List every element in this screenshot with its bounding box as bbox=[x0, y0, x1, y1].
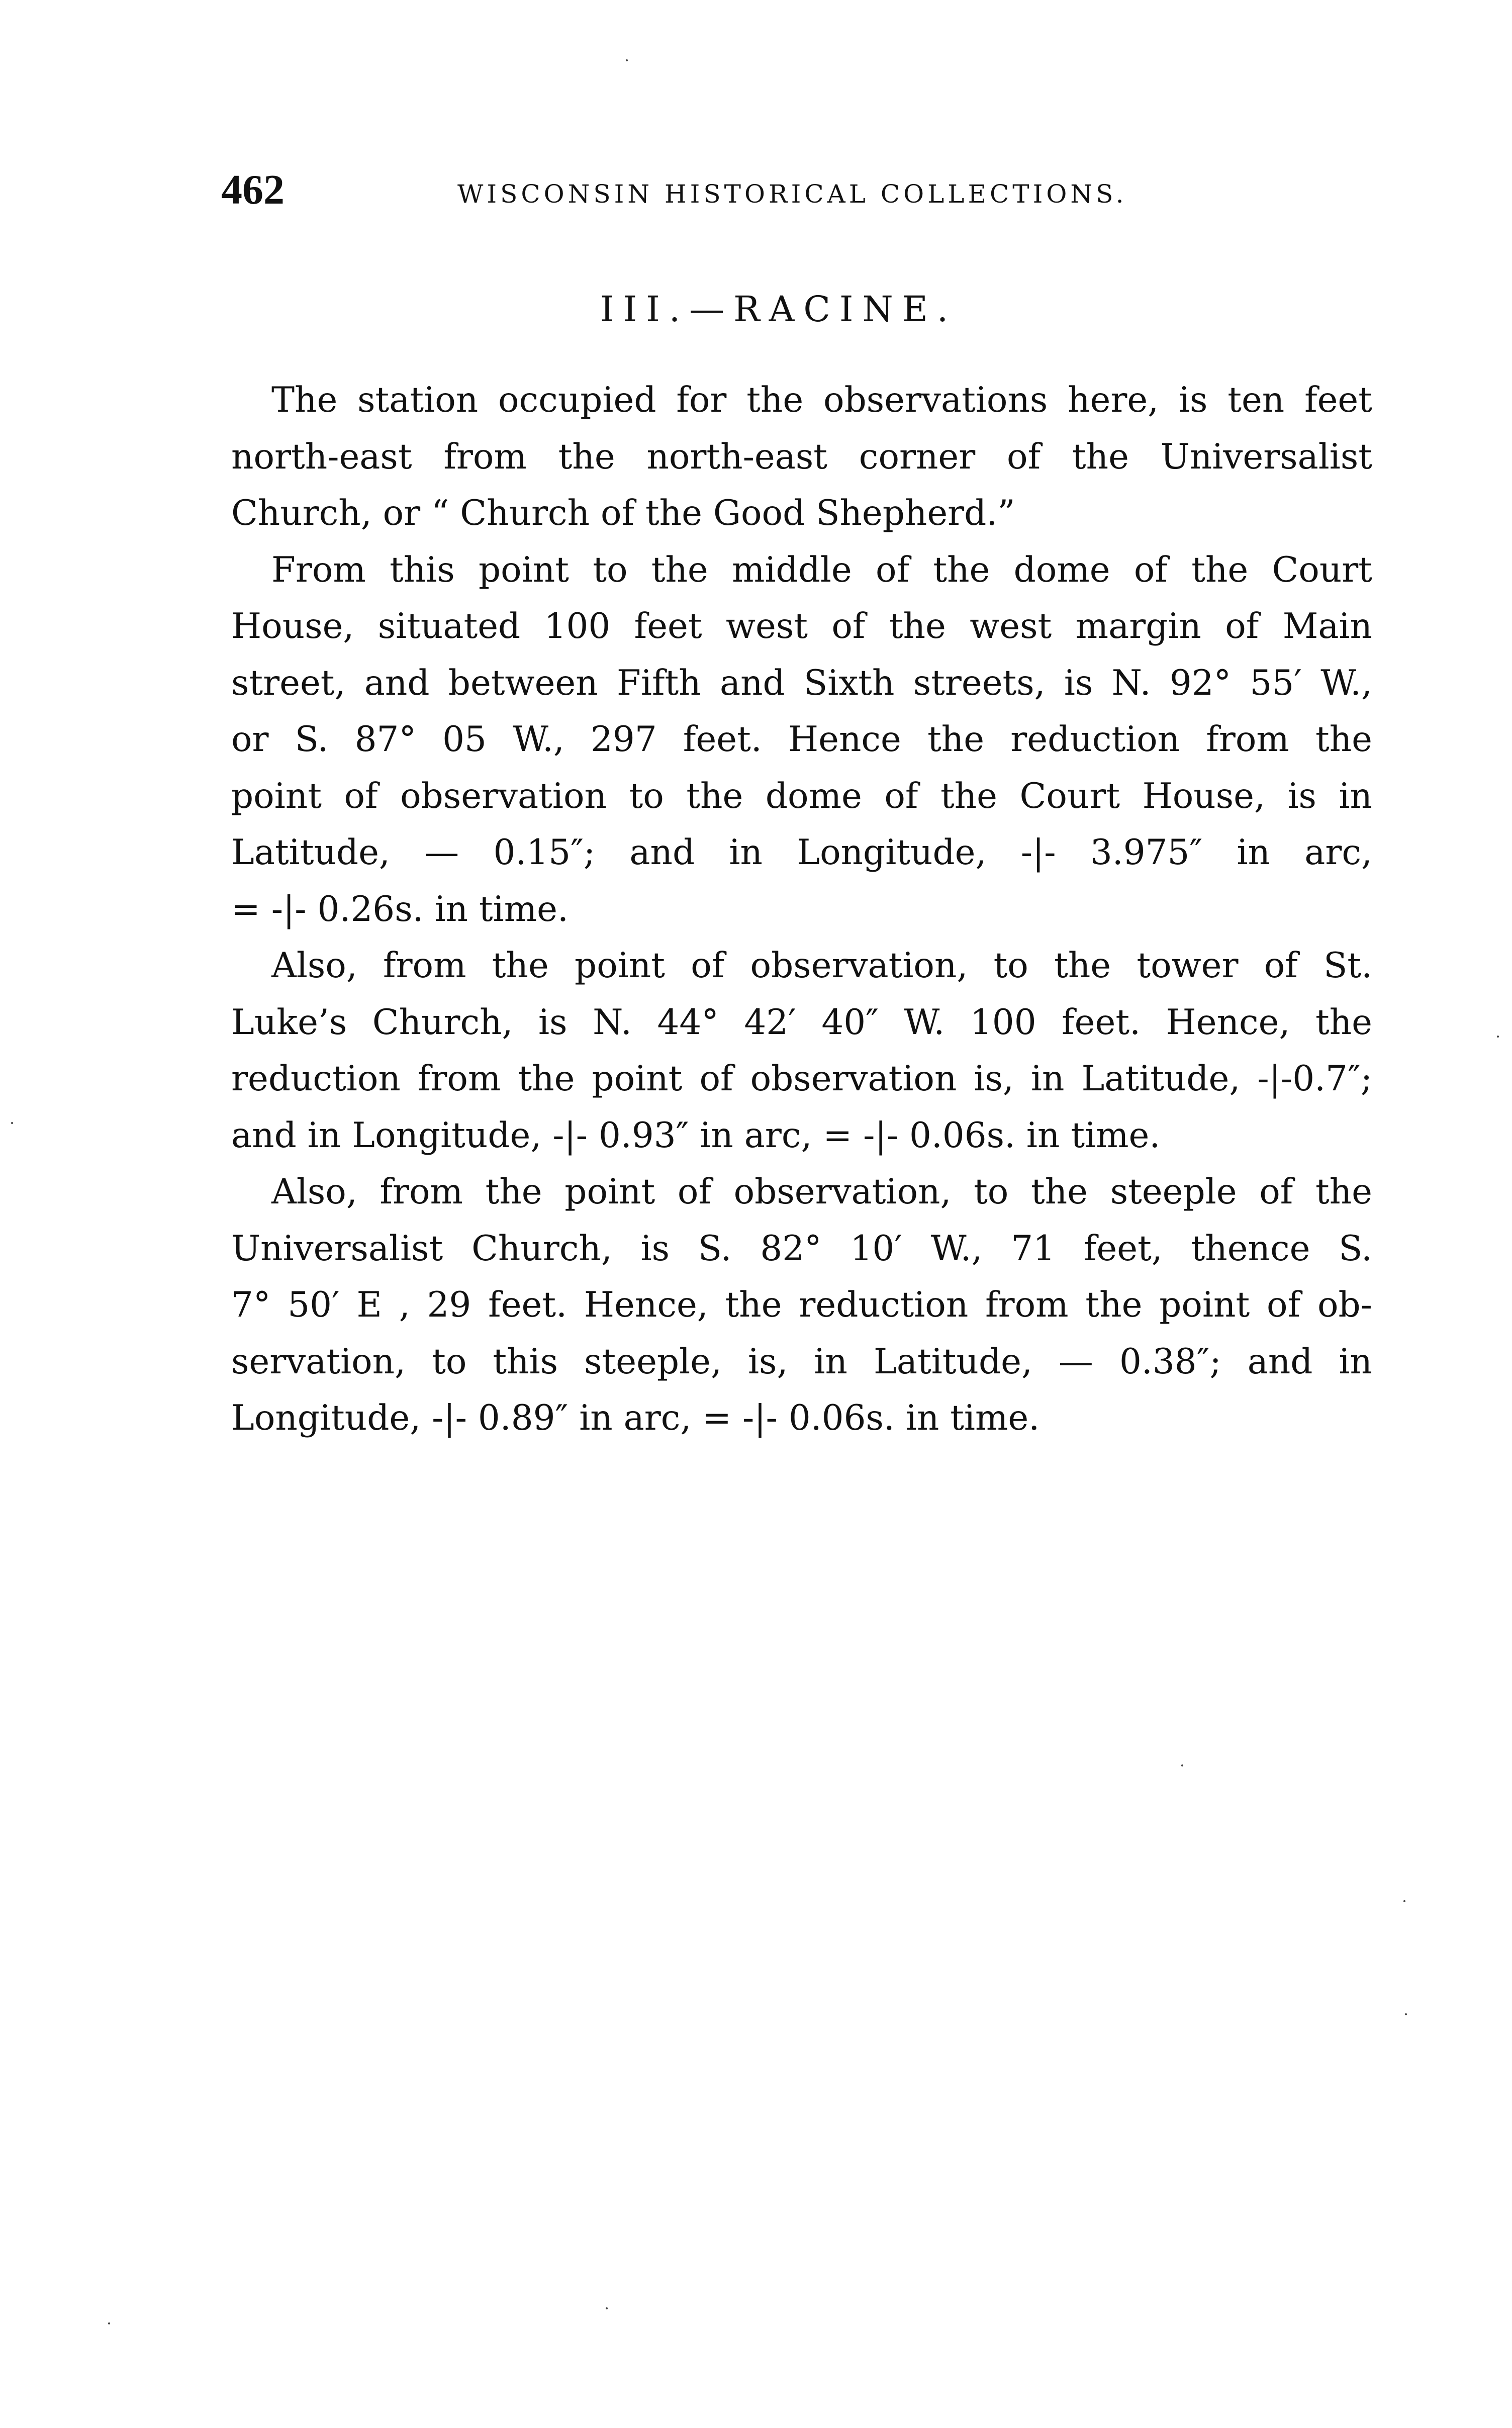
running-head: WISCONSIN HISTORICAL COLLECTIONS. bbox=[457, 179, 1127, 209]
text-line: Church, or “ Church of the Good Shepherd.” bbox=[231, 493, 1015, 533]
paper-speck bbox=[1497, 1036, 1499, 1038]
body-text bbox=[231, 372, 1372, 1447]
text-line: Also, from the point of observation, to the steeple of the bbox=[271, 1172, 1372, 1212]
text-line: House, situated 100 feet west of the west margin of Main bbox=[231, 606, 1372, 646]
text-line: and in Longitude, -|- 0.93″ in arc, = -|- 0.06s. in time. bbox=[231, 1115, 1161, 1156]
paragraph-3 bbox=[231, 938, 1372, 1164]
paper-speck bbox=[108, 2322, 110, 2324]
text-line: servation, to this steeple, is, in Latitude, — 0.38″; and in bbox=[231, 1341, 1372, 1382]
paper-speck bbox=[1181, 1764, 1183, 1766]
text-line: Universalist Church, is S. 82° 10′ W., 71 feet, thence S. bbox=[231, 1228, 1372, 1269]
text-line: Longitude, -|- 0.89″ in arc, = -|- 0.06s. in time. bbox=[231, 1398, 1040, 1438]
text-line: Latitude, — 0.15″; and in Longitude, -|- 3.975″ in arc, bbox=[231, 832, 1372, 873]
text-line: north-east from the north-east corner of the Universalist bbox=[231, 436, 1372, 477]
paragraph-1 bbox=[231, 372, 1372, 542]
page-number: 462 bbox=[221, 166, 285, 213]
text-line: = -|- 0.26s. in time. bbox=[231, 889, 569, 929]
section-title: III.—RACINE. bbox=[600, 289, 958, 330]
paper-speck bbox=[1403, 1900, 1405, 1902]
text-line: The station occupied for the observations here, is ten feet bbox=[271, 380, 1372, 420]
text-line: Luke’s Church, is N. 44° 42′ 40″ W. 100 feet. Hence, the bbox=[231, 1002, 1372, 1043]
text-line: From this point to the middle of the dome of the Court bbox=[271, 549, 1372, 590]
paper-speck bbox=[11, 1122, 13, 1124]
paper-speck bbox=[626, 59, 628, 61]
text-line: street, and between Fifth and Sixth streets, is N. 92° 55′ W., bbox=[231, 663, 1372, 703]
text-line: Also, from the point of observation, to the tower of St. bbox=[271, 946, 1372, 986]
text-line: point of observation to the dome of the Court House, is in bbox=[231, 776, 1372, 816]
paper-speck bbox=[1405, 2013, 1407, 2015]
paragraph-2 bbox=[231, 542, 1372, 938]
text-line: 7° 50′ E , 29 feet. Hence, the reduction from the point of ob- bbox=[231, 1285, 1372, 1325]
paragraph-4 bbox=[231, 1164, 1372, 1447]
text-line: reduction from the point of observation is, in Latitude, -|-0.7″; bbox=[231, 1059, 1372, 1099]
paper-speck bbox=[606, 2307, 608, 2309]
text-line: or S. 87° 05 W., 297 feet. Hence the reduction from the bbox=[231, 719, 1372, 760]
page-header bbox=[221, 160, 1342, 220]
